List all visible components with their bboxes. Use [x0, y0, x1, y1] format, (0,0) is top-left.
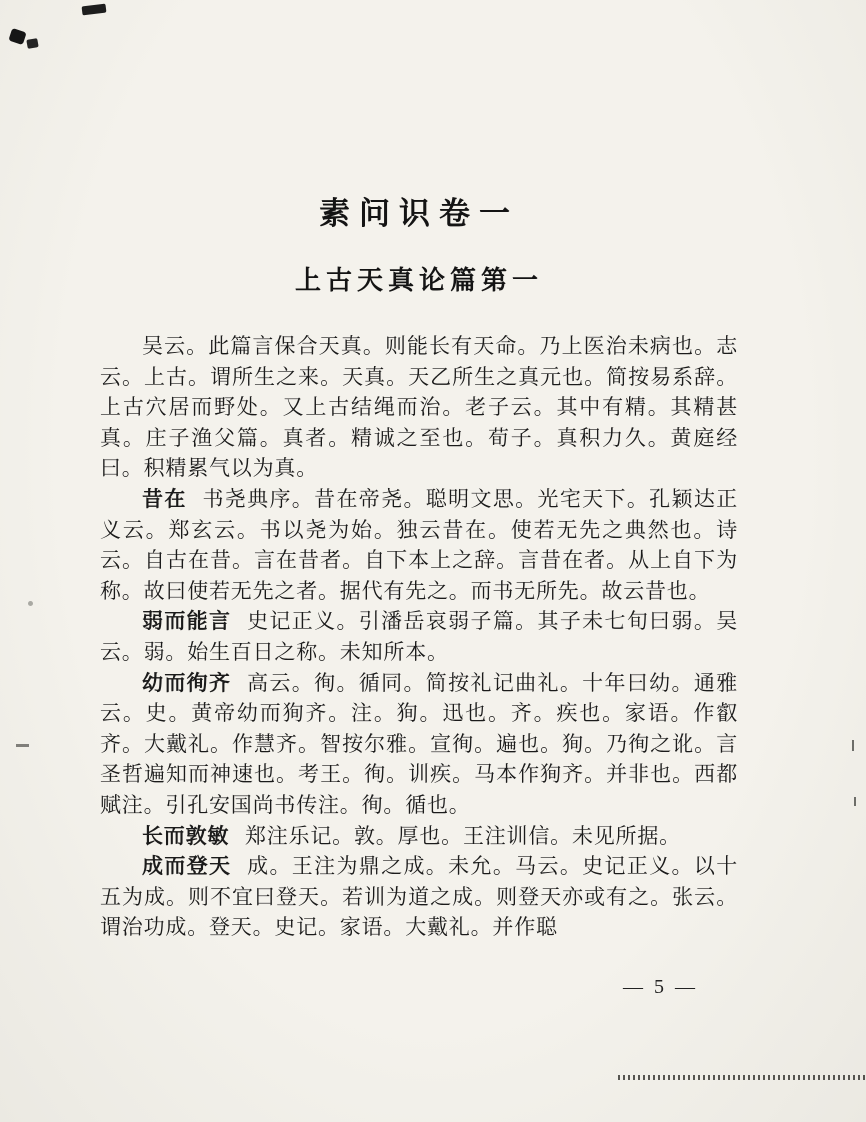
body-text [100, 331, 738, 943]
chapter-title: 上古天真论篇第一 [294, 266, 543, 295]
entry-term: 成而登天 [142, 854, 232, 879]
paragraph-text: 郑注乐记。敦。厚也。王注训信。未见所据。 [244, 823, 681, 848]
paragraph-text: 史记正义。引潘岳哀弱子篇。其子未七旬曰弱。吴云。弱。始生百日之称。未知所本。 [100, 609, 738, 664]
scan-artifact-bottom-line [618, 1075, 866, 1080]
paragraph [100, 821, 738, 852]
paragraph-text: 高云。徇。循同。简按礼记曲礼。十年曰幼。通雅云。史。黄帝幼而狥齐。注。狥。迅也。齐。疾也。家语。作叡齐。大戴礼。作慧齐。智按尔雅。宣徇。遍也。狥。乃徇之讹。言圣哲遍知而神速也。考王。徇。训疾。马本作狥齐。并非也。西都赋注。引孔安国尚书传注。徇。循也。 [100, 670, 738, 817]
paragraph [100, 484, 738, 606]
entry-term: 幼而徇齐 [142, 670, 232, 695]
paragraph [100, 331, 738, 484]
paragraph [100, 606, 738, 667]
entry-term: 昔在 [142, 486, 187, 511]
entry-term: 长而敦敏 [142, 823, 230, 848]
entry-term: 弱而能言 [142, 609, 232, 634]
paragraph [100, 851, 738, 943]
page-title: 素问识卷一 [319, 196, 519, 231]
paragraph [100, 668, 738, 821]
paragraph-text: 成。王注为鼎之成。未允。马云。史记正义。以十五为成。则不宜曰登天。若训为道之成。则登天亦或有之。张云。谓治功成。登天。史记。家语。大戴礼。并作聪 [100, 854, 738, 940]
page-number: — 5 — [623, 976, 698, 998]
paragraph-text: 吴云。此篇言保合天真。则能长有天命。乃上医治未病也。志云。上古。谓所生之来。天真。天乙所生之真元也。简按易系辞。上古穴居而野处。又上古结绳而治。老子云。其中有精。其精甚真。庄子渔父篇。真者。精诚之至也。荀子。真积力久。黄庭经曰。积精累气以为真。 [100, 334, 738, 481]
paragraph-text: 书尧典序。昔在帝尧。聪明文思。光宅天下。孔颖达正义云。郑玄云。书以尧为始。独云昔在。使若无先之典然也。诗云。自古在昔。言在昔者。自下本上之辞。言昔在者。从上自下为称。故曰使若无先之者。据代有先之。而书无所先。故云昔也。 [100, 486, 738, 603]
